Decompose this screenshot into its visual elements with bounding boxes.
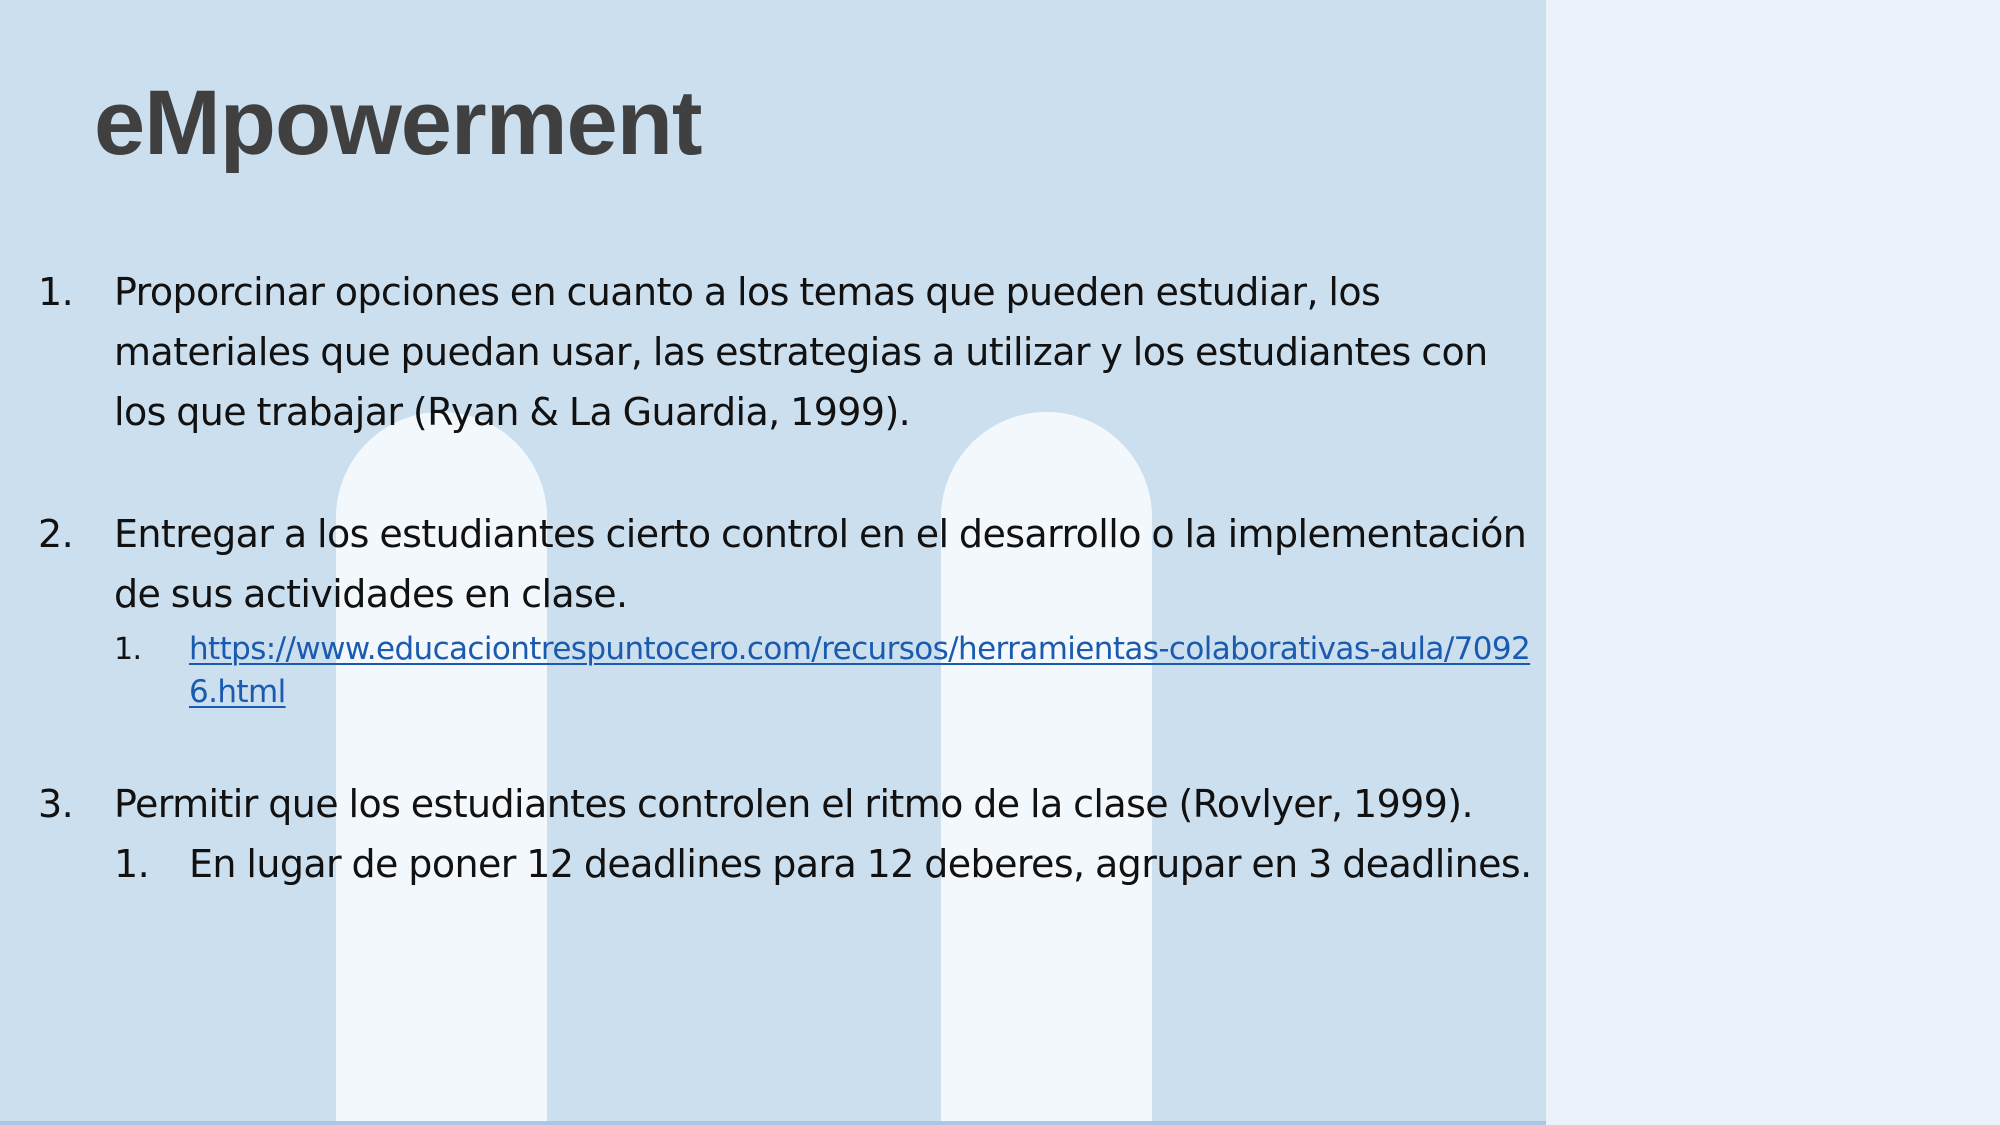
- sub-list-item-number: 1.: [114, 842, 150, 886]
- list-item-text: Proporcinar opciones en cuanto a los temas que pueden estudiar, los materiales que puedan usar, las estrategias a utilizar y los estudiantes con los que trabajar (Ryan & La Guardia, 1999).: [114, 270, 1488, 434]
- list-item-1: [38, 262, 1538, 442]
- sub-list-item-number: 1.: [114, 632, 142, 667]
- numbered-list: [38, 262, 1538, 894]
- sub-list-item: [114, 834, 1538, 894]
- list-item-text: Entregar a los estudiantes cierto control en el desarrollo o la implementación de sus actividades en clase.: [114, 512, 1527, 616]
- list-item-text: Permitir que los estudiantes controlen el ritmo de la clase (Rovlyer, 1999).: [114, 782, 1474, 826]
- list-item-2: [38, 504, 1538, 714]
- sub-list-item-text: En lugar de poner 12 deadlines para 12 deberes, agrupar en 3 deadlines.: [189, 842, 1532, 886]
- sub-list-item-link: [114, 628, 1538, 714]
- list-item-number: 2.: [38, 512, 74, 556]
- bottom-accent-strip: [0, 1121, 1546, 1125]
- slide-title: eMpowerment: [94, 72, 702, 174]
- list-item-3: [38, 774, 1538, 894]
- list-item-number: 1.: [38, 270, 74, 314]
- resource-link[interactable]: https://www.educaciontrespuntocero.com/recursos/herramientas-colaborativas-aula/70926.html: [189, 631, 1531, 710]
- list-item-number: 3.: [38, 782, 74, 826]
